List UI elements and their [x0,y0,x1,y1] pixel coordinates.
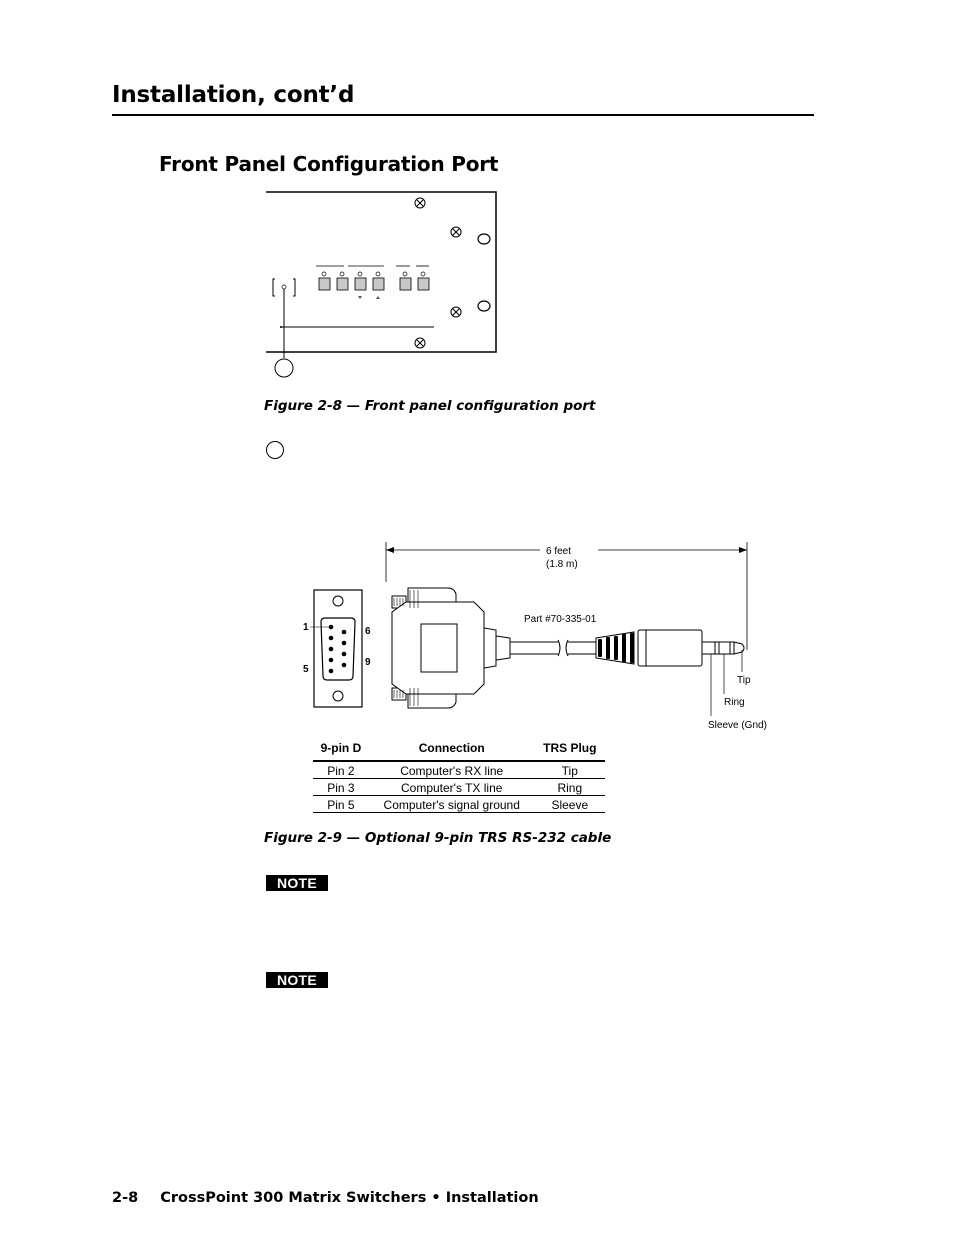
heading-rule [112,114,814,116]
pin-connection-table [313,739,605,813]
sleeve-label: Sleeve (Gnd) [708,720,767,731]
figure-2-8-caption: Figure 2-8 — Front panel configuration port [264,398,596,414]
page-heading: Installation, cont’d [112,82,355,108]
table-row [313,779,605,796]
table-cell: Computer's RX line [369,761,535,779]
front-panel-drawing [262,188,502,384]
table-header-row [313,739,605,761]
section-title: Front Panel Configuration Port [159,152,499,176]
page-number: 2-8 [112,1190,139,1206]
table-cell: Pin 2 [313,761,369,779]
table-cell: Computer's signal ground [369,796,535,813]
tip-label: Tip [737,675,751,686]
pin-5-label: 5 [303,664,309,675]
ring-label: Ring [724,697,745,708]
note-badge: NOTE [266,875,328,891]
page-footer [112,1190,539,1206]
note-badge: NOTE [266,972,328,988]
figure-2-9-caption: Figure 2-9 — Optional 9-pin TRS RS-232 cable [264,830,612,846]
table-row [313,761,605,779]
table-header: Connection [369,739,535,761]
table-header: 9-pin D [313,739,369,761]
length-label: 6 feet [546,546,572,557]
table-cell: Computer's TX line [369,779,535,796]
pin-1-label: 1 [303,622,309,633]
table-cell: Pin 5 [313,796,369,813]
pin-9-label: 9 [365,657,371,668]
footer-text: CrossPoint 300 Matrix Switchers • Installation [160,1190,539,1206]
table-cell: Ring [535,779,605,796]
table-cell: Sleeve [535,796,605,813]
table-cell: Pin 3 [313,779,369,796]
table-row [313,796,605,813]
db9-connector-face [310,590,362,707]
part-number-label: Part #70-335-01 [524,614,597,625]
callout-circle [266,441,284,459]
trs-plug-body [638,630,744,666]
table-cell: Tip [535,761,605,779]
length-label-metric: (1.8 m) [546,559,578,570]
pin-6-label: 6 [365,626,371,637]
table-header: TRS Plug [535,739,605,761]
